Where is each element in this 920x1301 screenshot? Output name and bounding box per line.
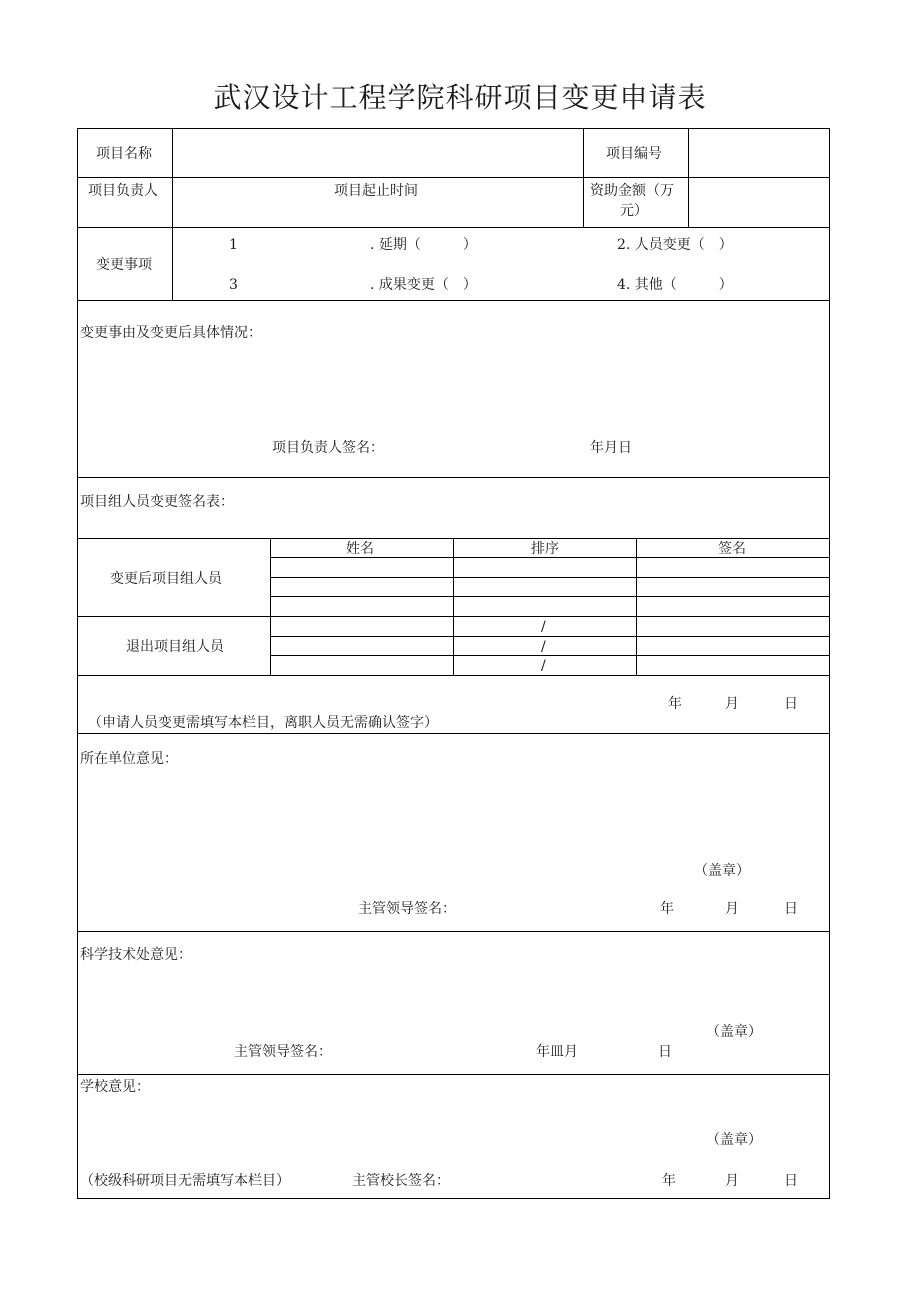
member-row-line: [270, 577, 830, 578]
tech-signature-label: 主管领导签名：: [234, 1044, 332, 1060]
tech-opinion-label: 科学技术处意见：: [80, 947, 192, 963]
school-opinion-label: 学校意见：: [80, 1079, 150, 1095]
school-date-year: 年: [662, 1173, 676, 1189]
tech-seal-label: （盖章）: [706, 1024, 762, 1040]
member-row-line: [270, 596, 830, 597]
row-divider: [77, 1074, 830, 1075]
change-item-result[interactable]: . 成果变更（ ）: [370, 277, 477, 293]
exit-rank-slash: /: [541, 639, 546, 655]
row-divider: [77, 931, 830, 932]
change-reason-label: 变更事由及变更后具体情况：: [80, 325, 262, 341]
change-item-1-number: 1: [229, 237, 238, 253]
row-divider: [77, 477, 830, 478]
member-change-label: 项目组人员变更签名表：: [80, 494, 234, 510]
col-divider: [453, 538, 454, 675]
column-header-rank: 排序: [531, 541, 559, 557]
school-seal-label: （盖章）: [706, 1132, 762, 1148]
unit-signature-label: 主管领导签名：: [358, 901, 456, 917]
member-row-line: [270, 655, 830, 656]
column-header-signature: 签名: [718, 541, 746, 557]
change-item-other[interactable]: 4. 其他（ ）: [617, 277, 733, 293]
col-divider: [172, 128, 173, 300]
unit-seal-label: （盖章）: [694, 863, 750, 879]
column-header-name: 姓名: [346, 541, 374, 557]
row-divider: [77, 227, 830, 228]
project-leader-label: 项目负责人: [88, 183, 158, 199]
school-date-month: 月: [725, 1173, 739, 1189]
unit-opinion-label: 所在单位意见：: [80, 751, 178, 767]
row-divider: [77, 675, 830, 676]
tech-date-day: 日: [658, 1044, 672, 1060]
unit-date-year: 年: [660, 901, 674, 917]
change-items-label: 变更事项: [96, 257, 152, 273]
school-date-day: 日: [784, 1173, 798, 1189]
member-date-year: 年: [668, 696, 682, 712]
col-divider: [583, 128, 584, 227]
unit-date-month: 月: [725, 901, 739, 917]
project-name-field[interactable]: [180, 145, 575, 163]
principal-signature-label: 主管校长签名：: [352, 1173, 450, 1189]
row-divider: [77, 733, 830, 734]
leader-signature-label: 项目负责人签名：: [272, 440, 384, 456]
tech-date-year-month: 年皿月: [536, 1044, 578, 1060]
row-divider: [77, 177, 830, 178]
exit-rank-slash: /: [541, 658, 546, 674]
change-item-personnel[interactable]: 2. 人员变更（ ）: [617, 237, 733, 253]
funding-label-line1: 资助金额（万: [590, 183, 674, 199]
school-opinion-note: （校级科研项目无需填写本栏目）: [80, 1173, 290, 1189]
member-date-month: 月: [725, 696, 739, 712]
after-members-label: 变更后项目组人员: [110, 571, 222, 587]
project-name-label: 项目名称: [96, 146, 152, 162]
change-item-3-number: 3: [229, 277, 238, 293]
reason-date-label: 年月日: [590, 440, 632, 456]
project-number-field[interactable]: [695, 145, 820, 163]
form-title: 武汉设计工程学院科研项目变更申请表: [213, 81, 707, 114]
col-divider: [688, 128, 689, 227]
funding-label-line2: 元）: [620, 203, 648, 219]
member-date-day: 日: [784, 696, 798, 712]
exit-rank-slash: /: [541, 619, 546, 635]
member-change-note: （申请人员变更需填写本栏目，离职人员无需确认签字）: [88, 715, 438, 731]
project-number-label: 项目编号: [606, 146, 662, 162]
change-item-delay[interactable]: . 延期（ ）: [370, 237, 477, 253]
project-period-label: 项目起止时间: [334, 183, 418, 199]
col-divider: [636, 538, 637, 675]
exit-members-label: 退出项目组人员: [126, 639, 224, 655]
unit-date-day: 日: [784, 901, 798, 917]
row-divider: [77, 300, 830, 301]
col-divider: [270, 538, 271, 675]
member-row-line: [270, 636, 830, 637]
